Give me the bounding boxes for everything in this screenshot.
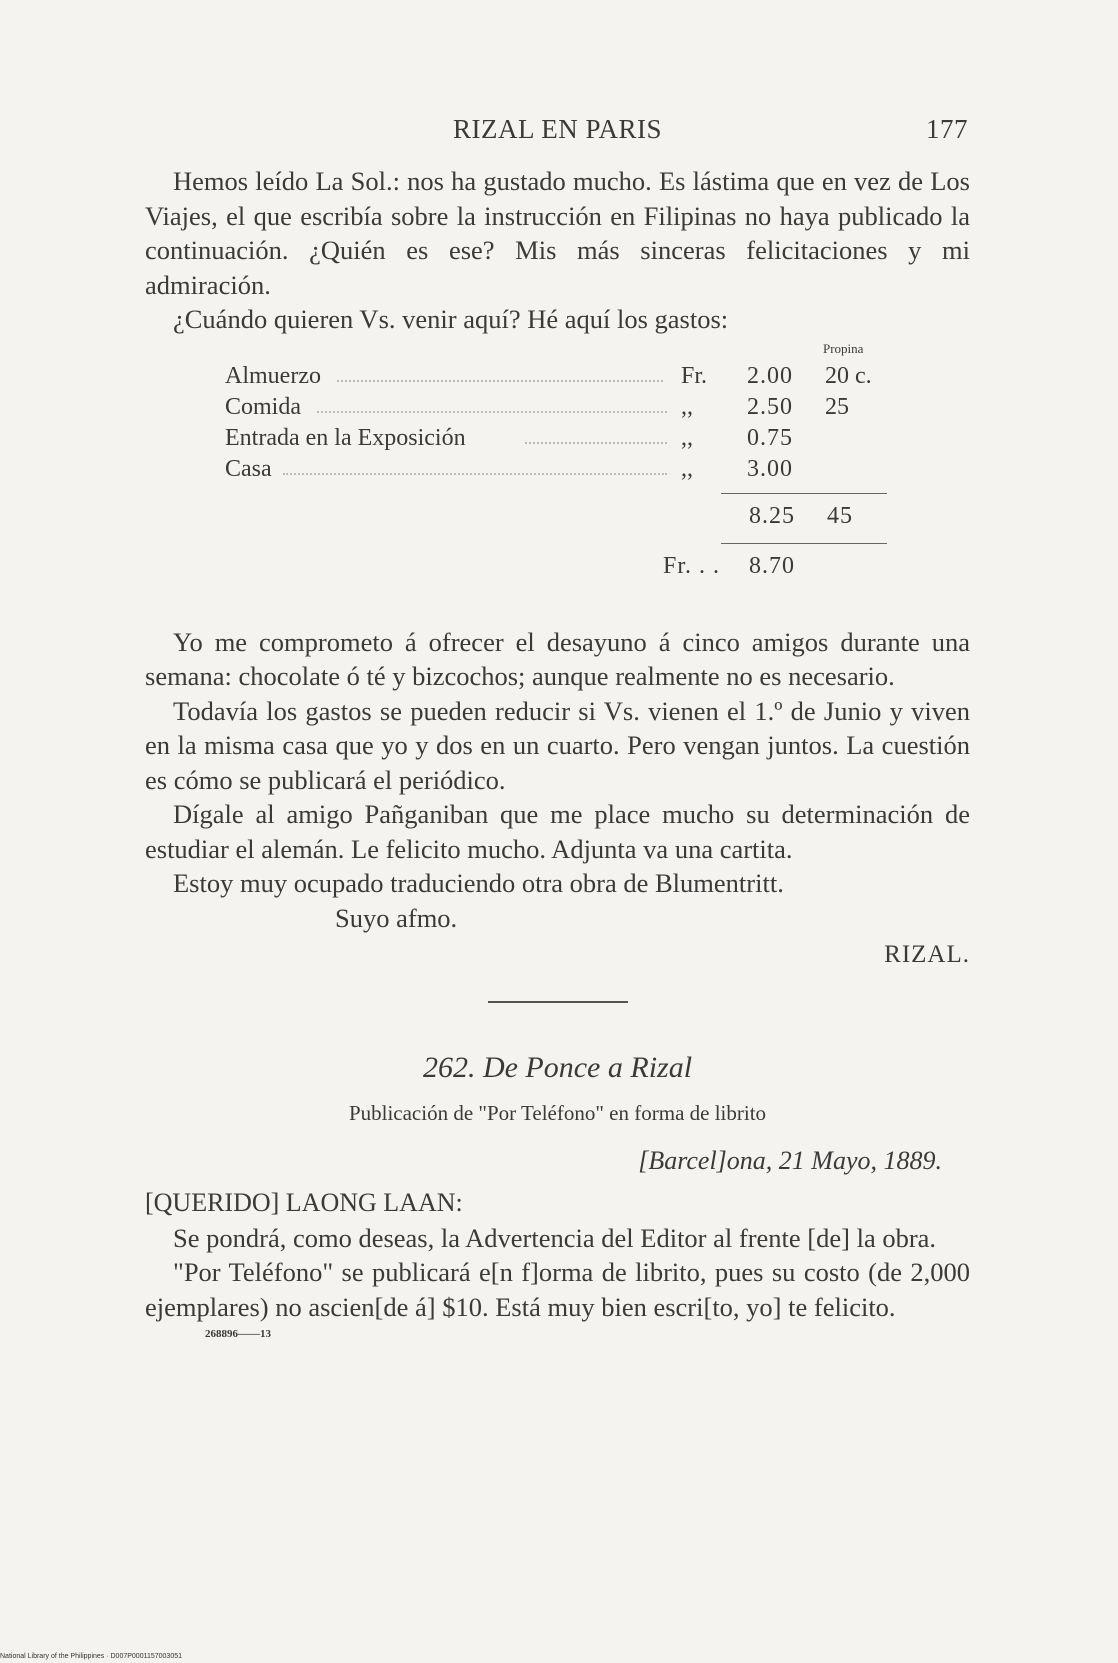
expense-label: Entrada en la Exposición — [225, 424, 466, 451]
total-rule — [721, 543, 887, 544]
tip-column-header: Propina — [823, 340, 864, 356]
expense-amount: 2.50 — [747, 393, 793, 420]
expense-row — [225, 425, 970, 456]
expense-label: Almuerzo — [225, 362, 321, 389]
paragraph: Hemos leído La Sol.: nos ha gustado mucho. Es lástima que en vez de Los Viajes, el que escribía sobre la instrucción en Filipinas no haya publicado la continuación. ¿Quién es ese? Mis más sinceras felicitaciones y mi admiración. — [145, 166, 970, 300]
paragraph: Todavía los gastos se pueden reducir si Vs. vienen el 1.º de Junio y viven en la misma casa que yo y dos en un cuarto. Pero vengan juntos. La cuestión es cómo se publicará el periódico. — [145, 695, 970, 795]
expense-currency: ,, — [681, 455, 693, 482]
expense-tip: 20 c. — [825, 362, 872, 389]
subtotal-amount: 8.25 — [749, 502, 795, 529]
expense-amount: 3.00 — [747, 455, 793, 482]
letter-subtitle: Publicación de "Por Teléfono" en forma de librito — [348, 1101, 767, 1125]
expense-table — [145, 341, 970, 611]
paragraph: Yo me comprometo á ofrecer el desayuno á cinco amigos durante una semana: chocolate ó té y bizcochos; aunque realmente no es necesario. — [145, 626, 970, 691]
section-separator — [488, 1001, 628, 1003]
paragraph: Estoy muy ocupado traduciendo otra obra de Blumentritt. — [173, 868, 784, 898]
document-page — [145, 110, 970, 1340]
paragraph: "Por Teléfono" se publicará e[n f]orma de librito, pues su costo (de 2,000 ejemplares) no ascien[de á] $10. Está muy bien escri[to, yo] te felicito. — [145, 1257, 970, 1322]
expense-label: Comida — [225, 393, 301, 420]
expense-row — [225, 394, 970, 425]
paragraph: ¿Cuándo quieren Vs. venir aquí? Hé aquí los gastos: — [173, 304, 729, 334]
letter-salutation: [QUERIDO] LAONG LAAN: — [145, 1188, 463, 1217]
total-currency: Fr. . . — [663, 552, 721, 579]
total-amount: 8.70 — [749, 552, 795, 579]
leader-dots — [283, 473, 667, 475]
running-title: RIZAL EN PARIS — [452, 114, 663, 144]
printer-footnote: 268896——13 — [205, 1328, 271, 1340]
letter-title: 262. De Ponce a Rizal — [422, 1051, 693, 1084]
running-header — [145, 110, 970, 150]
letter-date: [Barcel]ona, 21 Mayo, 1889. — [638, 1146, 942, 1175]
expense-currency: ,, — [681, 393, 693, 420]
leader-dots — [317, 411, 667, 413]
closing-line: Suyo afmo. — [335, 902, 458, 933]
subtotal-rule — [721, 493, 887, 494]
signature: RIZAL. — [884, 941, 970, 968]
expense-currency: ,, — [681, 424, 693, 451]
paragraph: Se pondrá, como deseas, la Advertencia del Editor al frente [de] la obra. — [173, 1222, 937, 1253]
subtotal-tip: 45 — [827, 502, 853, 529]
expense-amount: 2.00 — [747, 362, 793, 389]
expense-row — [225, 456, 970, 487]
expense-tip: 25 — [825, 393, 849, 420]
leader-dots — [525, 442, 667, 444]
expense-amount: 0.75 — [747, 424, 793, 451]
expense-row — [225, 363, 970, 394]
page-number: 177 — [926, 114, 968, 144]
scan-footer: National Library of the Philippines · D007P0001157003051 — [0, 1653, 182, 1660]
expense-currency: Fr. — [681, 362, 708, 389]
leader-dots — [337, 380, 663, 382]
paragraph: Dígale al amigo Pañganiban que me place mucho su determinación de estudiar el alemán. Le felicito mucho. Adjunta va una cartita. — [145, 799, 970, 864]
expense-label: Casa — [225, 455, 272, 482]
